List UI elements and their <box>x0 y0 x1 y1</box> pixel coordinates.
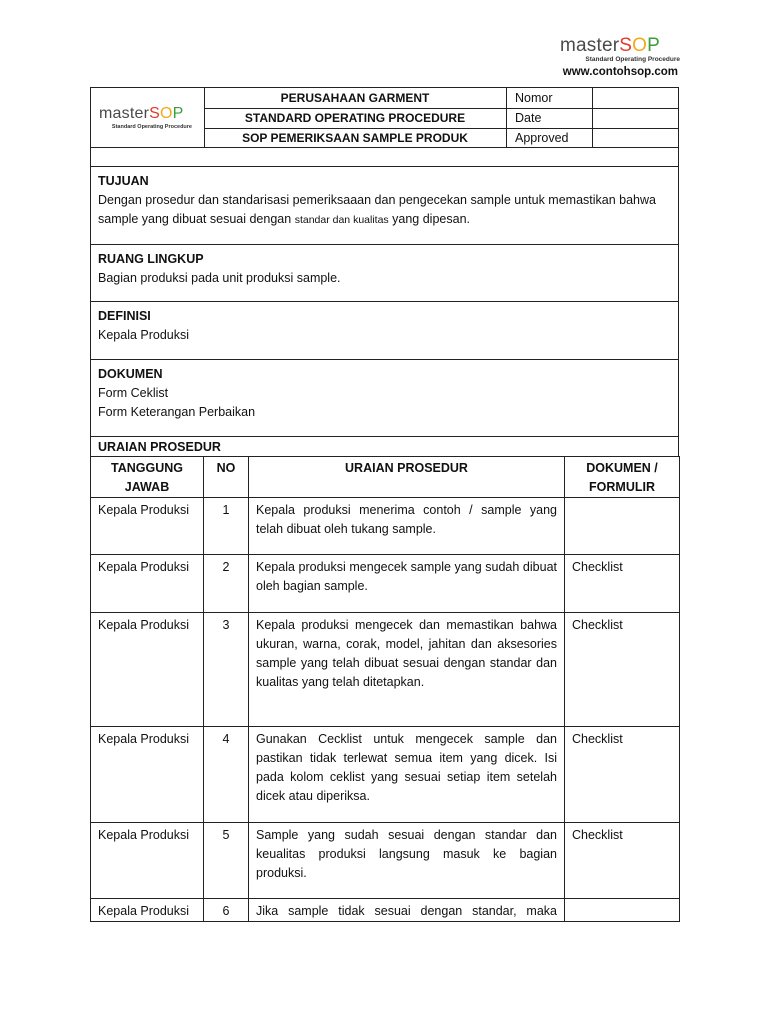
table-row <box>91 823 680 899</box>
table-row <box>91 899 680 922</box>
section-text-ruang-lingkup: Bagian produksi pada unit produksi sample. <box>98 271 341 285</box>
header-logo-tagline: Standard Operating Procedure <box>111 124 192 130</box>
dokumen-item: Form Ceklist <box>98 386 169 400</box>
logo-tagline: Standard Operating Procedure <box>585 56 680 63</box>
header-logo-wordmark: masterSOP <box>99 105 184 122</box>
document-type: STANDARD OPERATING PROCEDURE <box>204 108 507 128</box>
cell-no: 3 <box>204 613 249 727</box>
header-no: NO <box>204 457 249 498</box>
section-text-definisi: Kepala Produksi <box>98 328 190 342</box>
header-tanggung-jawab: TANGGUNG JAWAB <box>91 457 204 498</box>
cell-no: 4 <box>204 727 249 823</box>
website-link[interactable]: www.contohsop.com <box>562 66 678 78</box>
cell-doc: Checklist <box>565 555 680 613</box>
cell-desc: Jika sample tidak sesuai dengan standar, maka <box>249 899 565 922</box>
header-row-title <box>204 128 678 148</box>
section-dokumen <box>90 359 679 437</box>
cell-no: 6 <box>204 899 249 922</box>
procedure-table <box>90 456 680 922</box>
cell-desc: Sample yang sudah sesuai dengan standar dan keualitas produksi langsung masuk ke bagian produksi. <box>249 823 565 899</box>
cell-no: 5 <box>204 823 249 899</box>
cell-doc: Checklist <box>565 613 680 727</box>
field-label-nomor: Nomor <box>506 88 593 108</box>
table-row <box>91 727 680 823</box>
logo-wordmark: masterSOP <box>560 35 661 56</box>
field-label-approved: Approved <box>506 128 593 148</box>
header-row-company <box>204 88 678 109</box>
header-logo <box>91 88 205 147</box>
section-tujuan <box>90 166 679 245</box>
section-label-definisi: DEFINISI <box>98 309 151 323</box>
cell-desc: Kepala produksi mengecek sample yang sudah dibuat oleh bagian sample. <box>249 555 565 613</box>
cell-pic: Kepala Produksi <box>91 823 204 899</box>
cell-desc: Kepala produksi mengecek dan memastikan bahwa ukuran, warna, corak, model, jahitan dan aksesories sample yang telah dibuat sesuai dengan standar dan kualitas yang telah ditetapkan. <box>249 613 565 727</box>
cell-doc <box>565 498 680 555</box>
header-dokumen: DOKUMEN / FORMULIR <box>565 457 680 498</box>
table-row <box>91 555 680 613</box>
cell-doc: Checklist <box>565 727 680 823</box>
field-value-date[interactable] <box>593 108 678 128</box>
cell-pic: Kepala Produksi <box>91 555 204 613</box>
cell-doc: Checklist <box>565 823 680 899</box>
spacer-row <box>90 147 679 167</box>
company-name: PERUSAHAAN GARMENT <box>204 88 507 108</box>
table-row <box>91 613 680 727</box>
cell-desc: Kepala produksi menerima contoh / sample yang telah dibuat oleh tukang sample. <box>249 498 565 555</box>
cell-no: 2 <box>204 555 249 613</box>
field-value-nomor[interactable] <box>593 88 678 108</box>
field-value-approved[interactable] <box>593 128 678 148</box>
header-uraian: URAIAN PROSEDUR <box>249 457 565 498</box>
header-row-type <box>204 108 678 129</box>
section-label-uraian: URAIAN PROSEDUR <box>98 440 221 454</box>
section-text-tujuan: Dengan prosedur dan standarisasi pemeriksaaan dan pengecekan sample untuk memastikan bahwa sample yang dibuat sesuai dengan standar dan kualitas yang dipesan. <box>98 193 656 226</box>
cell-pic: Kepala Produksi <box>91 727 204 823</box>
dokumen-item: Form Keterangan Perbaikan <box>98 405 256 419</box>
section-label-ruang-lingkup: RUANG LINGKUP <box>98 252 204 266</box>
section-uraian <box>90 436 679 457</box>
document-header <box>90 87 679 148</box>
table-header-row <box>91 457 680 498</box>
cell-pic: Kepala Produksi <box>91 899 204 922</box>
section-label-dokumen: DOKUMEN <box>98 367 163 381</box>
table-row <box>91 498 680 555</box>
cell-pic: Kepala Produksi <box>91 613 204 727</box>
field-label-date: Date <box>506 108 593 128</box>
cell-doc <box>565 899 680 922</box>
cell-pic: Kepala Produksi <box>91 498 204 555</box>
cell-no: 1 <box>204 498 249 555</box>
document-title: SOP PEMERIKSAAN SAMPLE PRODUK <box>204 128 507 148</box>
section-ruang-lingkup <box>90 244 679 302</box>
cell-desc: Gunakan Cecklist untuk mengecek sample dan pastikan tidak terlewat semua item yang dicek. Isi pada kolom ceklist yang sesuai setiap item setelah dicek atau diperiksa. <box>249 727 565 823</box>
section-label-tujuan: TUJUAN <box>98 174 149 188</box>
section-definisi <box>90 301 679 360</box>
brand-logo <box>560 36 680 68</box>
